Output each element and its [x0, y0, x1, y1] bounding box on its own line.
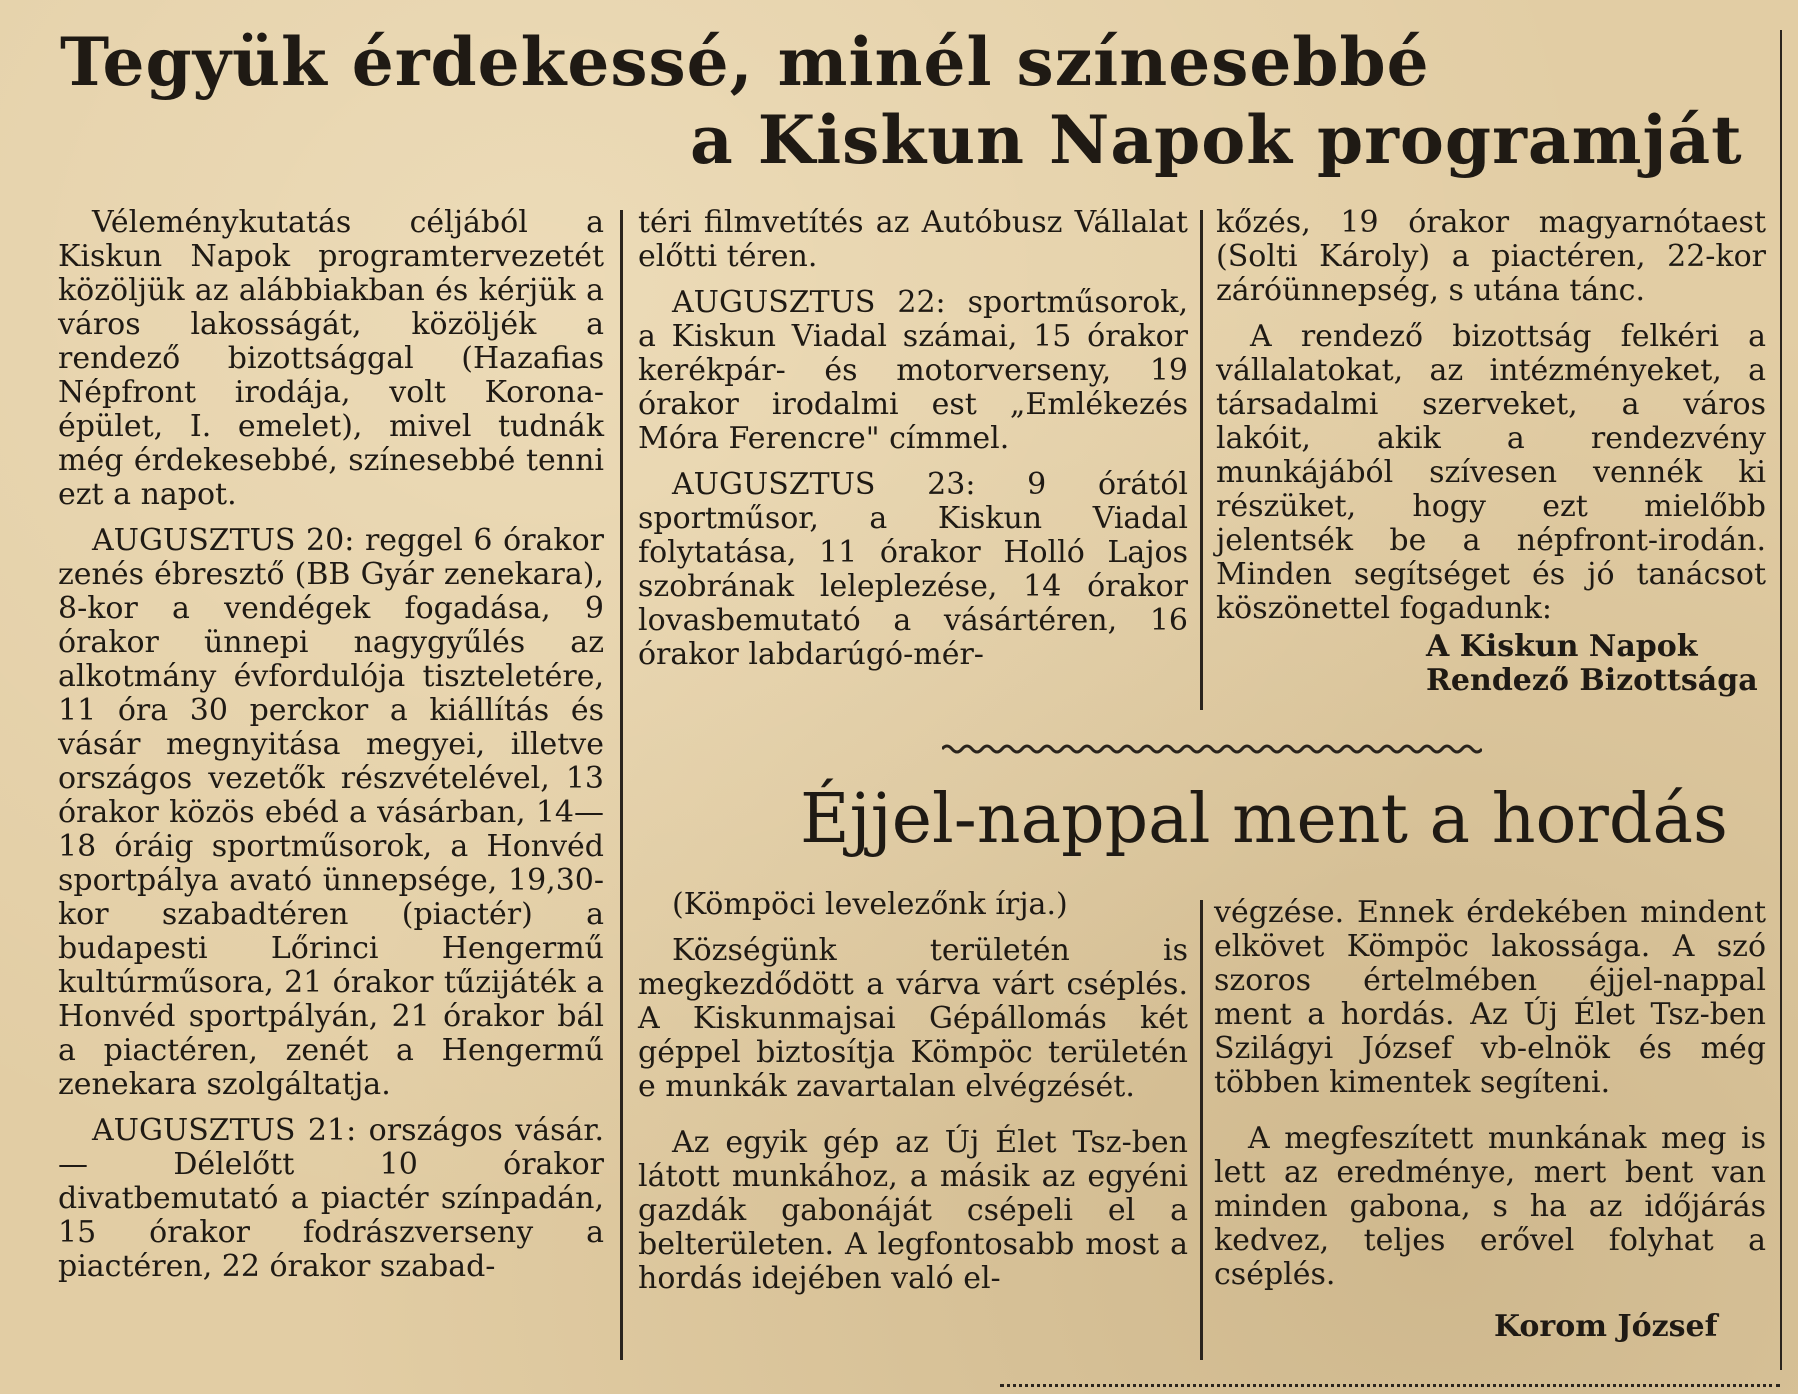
article1-column-3	[1216, 206, 1766, 698]
article2-column-2	[1214, 896, 1766, 1344]
signature-line-1: A Kiskun Napok	[1426, 629, 1698, 664]
article1-title-line1: Tegyük érdekessé, minél színesebbé	[60, 23, 1430, 101]
article1-col2-film: téri filmvetítés az Autóbusz Vállalat előtti téren.	[638, 205, 1188, 274]
article1-column-2	[638, 206, 1188, 672]
article1-col3-appeal: A rendező bizottság felkéri a vállalatokat, az intézményeket, a társadalmi szerveket, a város lakóit, akik a rendezvény munkájából szívesen vennék ki részüket, hogy ezt mielőbb jelentsék be a népfront-irodán. Minden segítséget és jó tanácsot köszönettel fogadunk:	[1216, 319, 1766, 626]
bottom-dotted-rule	[1000, 1384, 1780, 1391]
article1-signature	[1426, 630, 1766, 698]
column-rule-1	[620, 210, 623, 1360]
wavy-divider	[942, 742, 1482, 756]
article1-col1-aug20: AUGUSZTUS 20: reggel 6 órakor zenés ébresztő (BB Gyár zenekara), 8-kor a vendégek fogadása, 9 órakor ünnepi nagygyűlés az alkotmány évfordulója tiszteletére, 11 óra 30 perckor a kiállítás és vásár megnyitása megyei, illetve országos vezetők részvételével, 13 órakor közös ebéd a vásárban, 14—18 óráig sportműsorok, a Honvéd sportpálya avató ünnepsége, 19,30-kor szabadtéren (piactér) a budapesti Lőrinci Hengermű kultúrműsora, 21 órakor tűzijáték a Honvéd sportpályán, 21 órakor bál a piactéren, zenét a Hengermű zenekara szolgáltatja.	[58, 523, 604, 1102]
article1-title-line2: a Kiskun Napok programját	[690, 101, 1743, 179]
article2-column-1	[638, 888, 1188, 1296]
article1-col1-aug21: AUGUSZTUS 21: országos vásár. — Délelőtt 10 órakor divatbemutató a piactér színpadán, 15 órakor fodrászverseny a piactéren, 22 órakor szabad-	[58, 1113, 604, 1284]
article2-colB-p1: végzése. Ennek érdekében mindent elkövet Kömpöc lakossága. A szó szoros értelmében éjjel-nappal ment a hordás. Az Új Élet Tsz-ben Szilágyi József vb-elnök és még többen kimentek segíteni.	[1214, 895, 1766, 1100]
article1-column-1	[58, 206, 604, 1284]
article2-author: Korom József	[1494, 1309, 1718, 1344]
article2-byline: (Kömpöci levelezőnk írja.)	[672, 887, 1068, 922]
column-rule-3	[1200, 900, 1203, 1360]
article2-title: Éjjel-nappal ment a hordás	[800, 780, 1728, 859]
article1-col3-closing: kőzés, 19 órakor magyarnótaest (Solti Károly) a piactéren, 22-kor záróünnepség, s utána tánc.	[1216, 205, 1766, 308]
article2-colA-p1: Községünk területén is megkezdődött a várva várt cséplés. A Kiskunmajsai Gépállomás két géppel biztosítja Kömpöc területén e munkák zavartalan elvégzését.	[638, 933, 1188, 1104]
signature-line-2: Rendező Bizottsága	[1426, 663, 1758, 698]
article1-col2-aug23: AUGUSZTUS 23: 9 órától sportműsor, a Kiskun Viadal folytatása, 11 órakor Holló Lajos szobrának leleplezése, 14 órakor lovasbemutató a vásártéren, 16 órakor labdarúgó-mér-	[638, 467, 1188, 672]
column-rule-2	[1200, 210, 1203, 710]
article1-col2-aug22: AUGUSZTUS 22: sportműsorok, a Kiskun Viadal számai, 15 órakor kerékpár- és motorverseny, 19 órakor irodalmi est „Emlékezés Móra Ferencre" címmel.	[638, 285, 1188, 456]
article2-colA-p2: Az egyik gép az Új Élet Tsz-ben látott munkához, a másik az egyéni gazdák gabonáját csépeli el a belterületen. A legfontosabb most a hordás idejében való el-	[638, 1125, 1188, 1296]
article2-colB-p2: A megfeszített munkának meg is lett az eredménye, mert bent van minden gabona, s ha az időjárás kedvez, teljes erővel folyhat a cséplés.	[1214, 1121, 1766, 1292]
page-right-border	[1780, 30, 1782, 1370]
article1-col1-intro: Véleménykutatás céljából a Kiskun Napok programtervezetét közöljük az alábbiakban és kérjük a város lakosságát, közöljék a rendező bizottsággal (Hazafias Népfront irodája, volt Korona-épület, I. emelet), mivel tudnák még érdekesebbé, színesebbé tenni ezt a napot.	[58, 205, 604, 512]
